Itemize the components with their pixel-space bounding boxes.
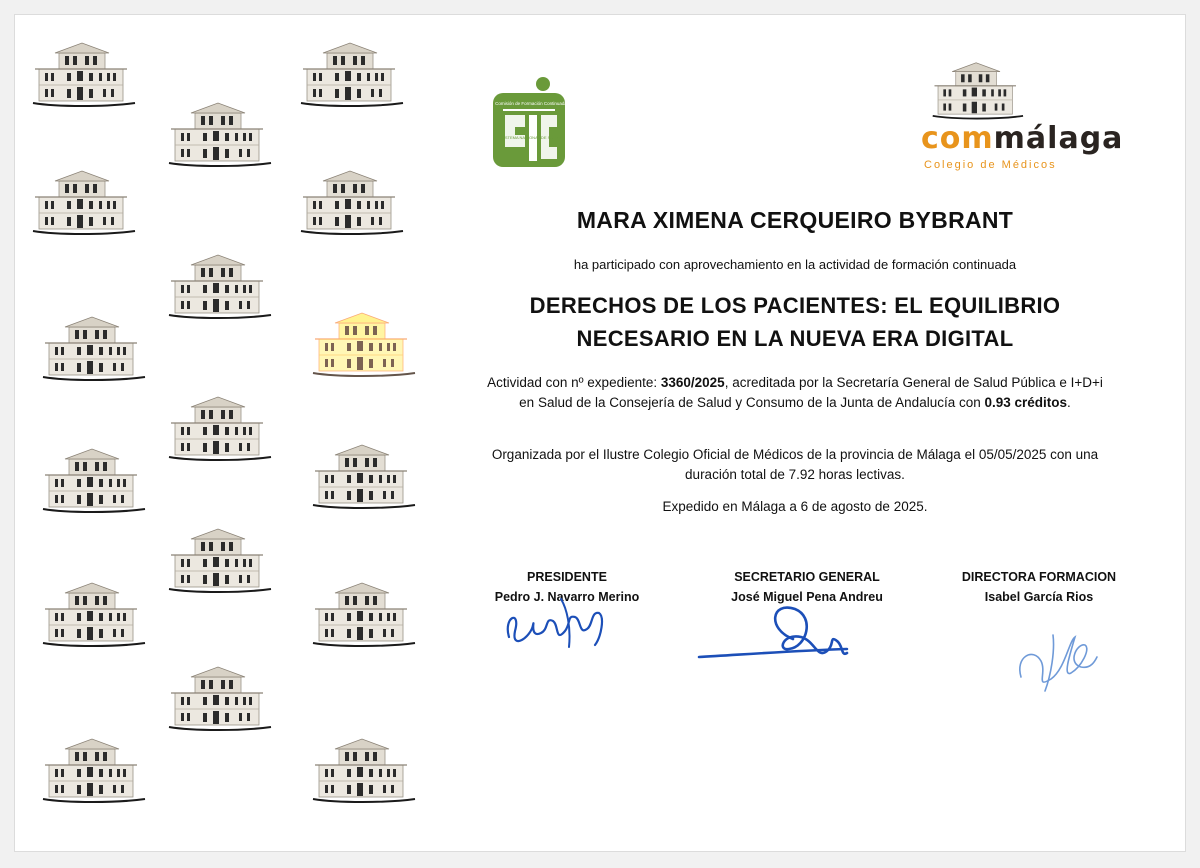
signature-name: Pedro J. Navarro Merino (494, 590, 640, 604)
signature-scribble-president (501, 587, 613, 663)
brand-name (921, 121, 1123, 156)
building-watermark (163, 101, 275, 171)
activity-middle: , acreditada por la Secretaría General de Salud Pública e I+D+i en Salud de la Consejería de Salud y Consumo de la Junta de Andalucía con (519, 375, 1103, 410)
brand-part-malaga: málaga (993, 121, 1124, 156)
cfc-logo (487, 75, 569, 167)
activity-prefix: Actividad con nº expediente: (487, 375, 661, 390)
intro-text: ha participado con aprovechamiento en la actividad de formación continuada (573, 257, 1017, 272)
course-title-line-2: NECESARIO EN LA NUEVA ERA DIGITAL (576, 326, 1014, 351)
building-watermark (295, 41, 407, 111)
signature-name: Isabel García Rios (984, 590, 1094, 604)
building-watermark (163, 665, 275, 735)
building-watermark (163, 253, 275, 323)
activity-suffix: . (1067, 395, 1071, 410)
building-watermark (37, 447, 149, 517)
organized-paragraph: Organizada por el Ilustre Colegio Oficial de Médicos de la provincia de Málaga el 05/05/2025 con una duración total de 7.92 horas lectivas. (491, 447, 1099, 482)
building-icon (927, 61, 1027, 123)
building-watermark (307, 581, 419, 651)
signature-scribble-secretary (697, 599, 857, 671)
course-title-line-1: DERECHOS DE LOS PACIENTES: EL EQUILIBRIO (529, 293, 1061, 318)
signature-block-director (929, 570, 1149, 604)
building-watermark (37, 315, 149, 385)
building-watermark (163, 395, 275, 465)
cfc-top-text: Comisión de Formación Continuada (495, 101, 567, 106)
commalaga-logo (919, 61, 1129, 171)
brand-subtitle: Colegio de Médicos (924, 159, 1057, 171)
signature-role: DIRECTORA FORMACION (961, 570, 1117, 584)
building-watermark (27, 41, 139, 111)
building-watermark (307, 443, 419, 513)
signature-scribble-director (1011, 627, 1101, 697)
building-watermark (307, 311, 419, 381)
cfc-side-text: SISTEMA NACIONAL DE SALUD (501, 135, 561, 140)
building-watermark (37, 737, 149, 807)
signature-role: SECRETARIO GENERAL (734, 570, 880, 584)
expediente-number: 3360/2025 (660, 375, 725, 390)
signature-role: PRESIDENTE (527, 570, 607, 584)
credits-value: 0.93 créditos (984, 395, 1068, 410)
building-watermark (307, 737, 419, 807)
building-watermark (27, 169, 139, 239)
issued-text: Expedido en Málaga a 6 de agosto de 2025. (662, 499, 928, 514)
building-watermark (295, 169, 407, 239)
building-watermark (37, 581, 149, 651)
brand-part-com: com (921, 121, 994, 156)
signature-name: José Miguel Pena Andreu (731, 590, 883, 604)
building-watermark (163, 527, 275, 597)
certificate-page (14, 14, 1186, 852)
recipient-name: MARA XIMENA CERQUEIRO BYBRANT (576, 207, 1014, 233)
activity-paragraph (485, 373, 1105, 413)
course-title (475, 289, 1115, 355)
